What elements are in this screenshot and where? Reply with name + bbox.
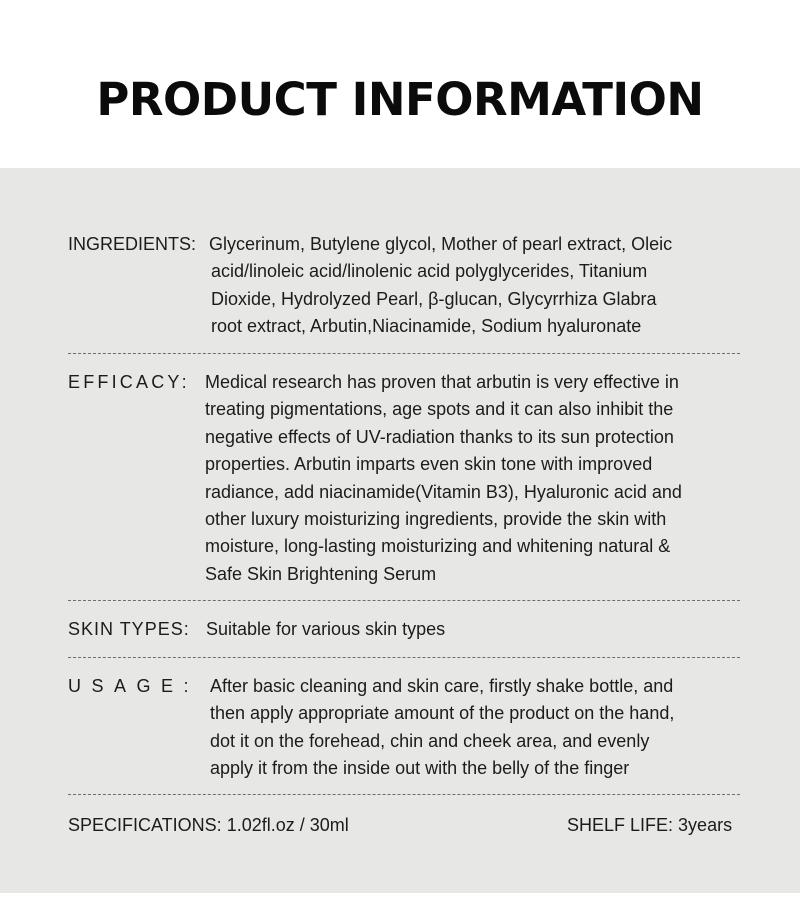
divider [68, 657, 740, 658]
shelf-life-label: SHELF LIFE: [567, 815, 674, 835]
shelf-life [567, 812, 732, 838]
ingredients-line: Dioxide, Hydrolyzed Pearl, β-glucan, Glycyrrhiza Glabra [211, 288, 657, 309]
divider [68, 794, 740, 795]
efficacy-line: negative effects of UV-radiation thanks to its sun protection [205, 426, 674, 447]
usage-line: apply it from the inside out with the belly of the finger [210, 758, 630, 779]
page-title [0, 70, 800, 130]
divider [68, 600, 740, 601]
specifications-value: 1.02fl.oz / 30ml [226, 815, 349, 835]
efficacy-line: treating pigmentations, age spots and it can also inhibit the [205, 399, 674, 420]
specifications [68, 812, 349, 838]
skin-types-text: Suitable for various skin types [206, 619, 446, 639]
usage-text [210, 673, 674, 783]
ingredients-line: root extract, Arbutin,Niacinamide, Sodium hyaluronate [211, 316, 642, 337]
efficacy-line: Medical research has proven that arbutin is very effective in [205, 372, 679, 392]
ingredients-text [209, 231, 672, 341]
usage-label: USAGE: [68, 676, 200, 696]
header [0, 0, 800, 168]
ingredients-label: INGREDIENTS: [68, 234, 197, 254]
title-word-information: INFORMATION [352, 70, 704, 130]
skin-types-label: SKIN TYPES: [68, 619, 190, 639]
ingredients-line: Glycerinum, Butylene glycol, Mother of pearl extract, Oleic [209, 234, 673, 254]
usage-section [68, 673, 740, 785]
divider [68, 353, 740, 354]
efficacy-line: other luxury moisturizing ingredients, provide the skin with [205, 509, 667, 530]
efficacy-text [205, 369, 682, 588]
shelf-life-value: 3years [678, 815, 733, 835]
usage-line: dot it on the forehead, chin and cheek area, and evenly [210, 730, 650, 751]
efficacy-label: EFFICACY: [68, 372, 190, 392]
efficacy-line: properties. Arbutin imparts even skin tone with improved [205, 454, 653, 475]
efficacy-line: radiance, add niacinamide(Vitamin B3), Hyaluronic acid and [205, 481, 682, 502]
usage-line: After basic cleaning and skin care, firstly shake bottle, and [210, 676, 674, 696]
bottom-strip [0, 893, 800, 913]
specifications-label: SPECIFICATIONS: [68, 815, 222, 835]
efficacy-line: Safe Skin Brightening Serum [205, 563, 437, 584]
efficacy-section [68, 369, 740, 591]
usage-line: then apply appropriate amount of the product on the hand, [210, 703, 675, 724]
ingredients-section [68, 231, 740, 343]
title-word-product: PRODUCT [96, 73, 337, 126]
ingredients-line: acid/linoleic acid/linolenic acid polyglycerides, Titanium [211, 261, 648, 282]
efficacy-line: moisture, long-lasting moisturizing and whitening natural & [205, 536, 671, 557]
skin-types-section [68, 616, 740, 644]
